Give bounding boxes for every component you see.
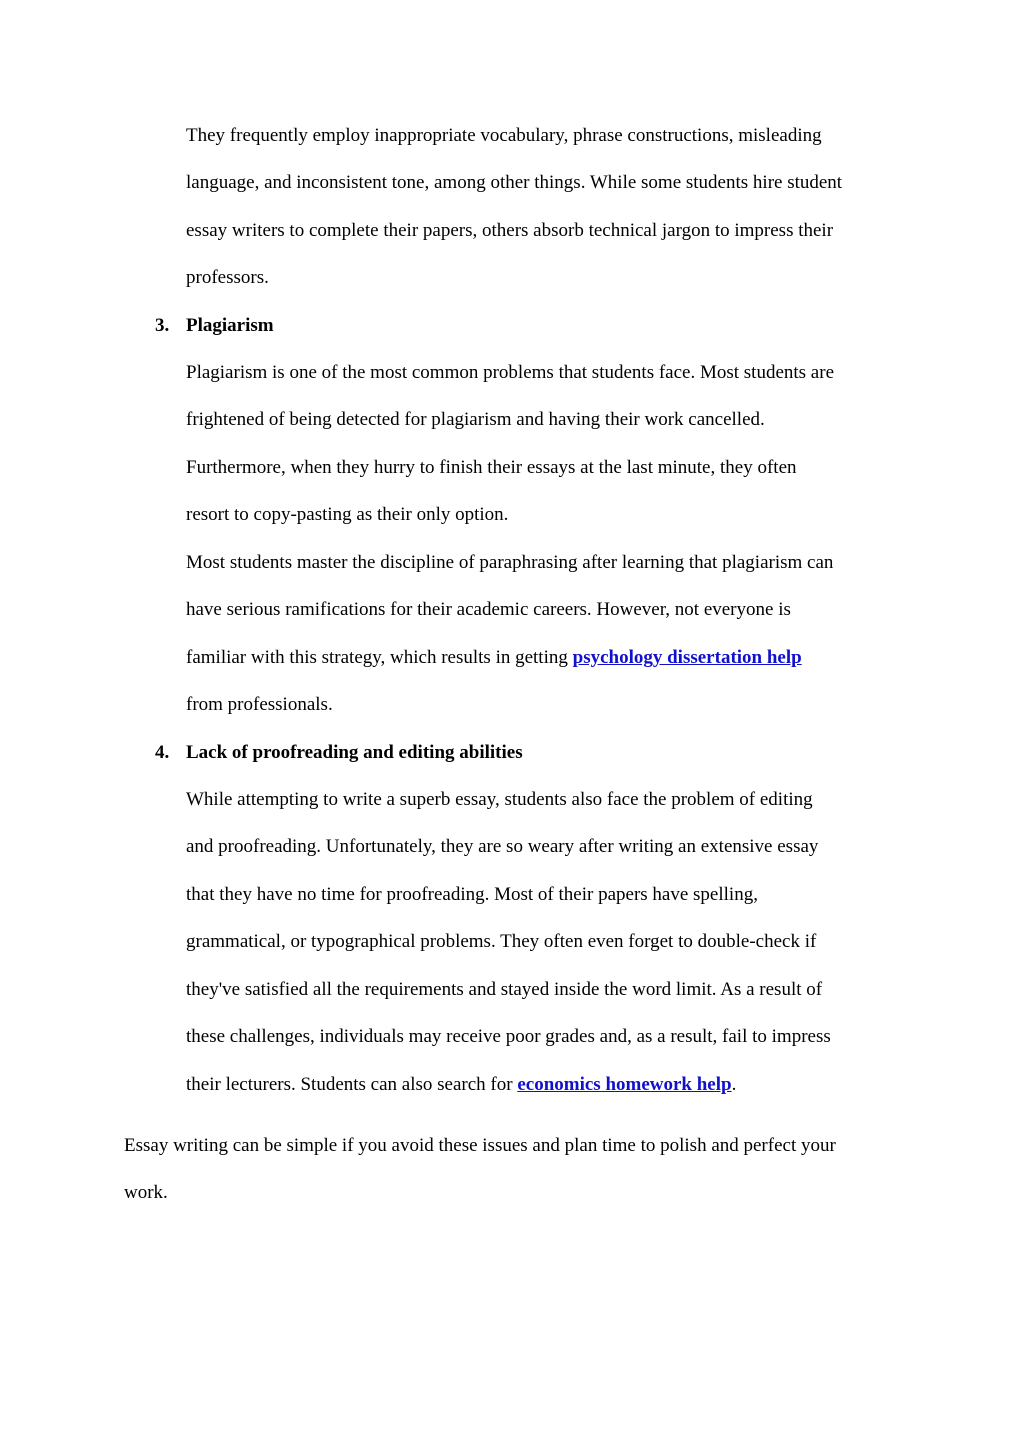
paragraph-text: familiar with this strategy, which results in getting [186, 647, 573, 668]
paragraph-line [186, 646, 802, 670]
section-heading: Lack of proofreading and editing abilities [186, 742, 523, 763]
paragraph-line: and proofreading. Unfortunately, they are so weary after writing an extensive essay [186, 836, 819, 857]
paragraph-line: While attempting to write a superb essay, students also face the problem of editing [186, 789, 813, 810]
paragraph-line: from professionals. [186, 694, 333, 715]
paragraph-line: frightened of being detected for plagiarism and having their work cancelled. [186, 409, 765, 430]
section-heading: Plagiarism [186, 315, 274, 336]
paragraph-line: Most students master the discipline of paraphrasing after learning that plagiarism can [186, 552, 834, 573]
paragraph-line: Essay writing can be simple if you avoid these issues and plan time to polish and perfect your [124, 1135, 836, 1156]
paragraph-line: They frequently employ inappropriate vocabulary, phrase constructions, misleading [186, 125, 822, 146]
list-number: 4. [155, 742, 170, 763]
paragraph-line: Plagiarism is one of the most common problems that students face. Most students are [186, 362, 835, 383]
list-number: 3. [155, 315, 170, 336]
paragraph-line [186, 1073, 736, 1097]
paragraph-line: have serious ramifications for their academic careers. However, not everyone is [186, 599, 791, 620]
psychology-dissertation-help-link[interactable]: psychology dissertation help [572, 647, 802, 668]
paragraph-line: resort to copy-pasting as their only option. [186, 504, 509, 525]
paragraph-line: that they have no time for proofreading. Most of their papers have spelling, [186, 884, 758, 905]
paragraph-line: these challenges, individuals may receive poor grades and, as a result, fail to impress [186, 1026, 831, 1047]
paragraph-line: they've satisfied all the requirements and stayed inside the word limit. As a result of [186, 979, 823, 1000]
paragraph-line: professors. [186, 267, 269, 288]
paragraph-text: . [731, 1074, 737, 1095]
paragraph-line: Furthermore, when they hurry to finish their essays at the last minute, they often [186, 457, 797, 478]
paragraph-line: grammatical, or typographical problems. They often even forget to double-check if [186, 931, 817, 952]
economics-homework-help-link[interactable]: economics homework help [517, 1074, 732, 1095]
paragraph-line: work. [124, 1182, 168, 1203]
paragraph-text: their lecturers. Students can also search for [186, 1074, 518, 1095]
paragraph-line: language, and inconsistent tone, among other things. While some students hire student [186, 172, 843, 193]
paragraph-line: essay writers to complete their papers, others absorb technical jargon to impress their [186, 220, 834, 241]
